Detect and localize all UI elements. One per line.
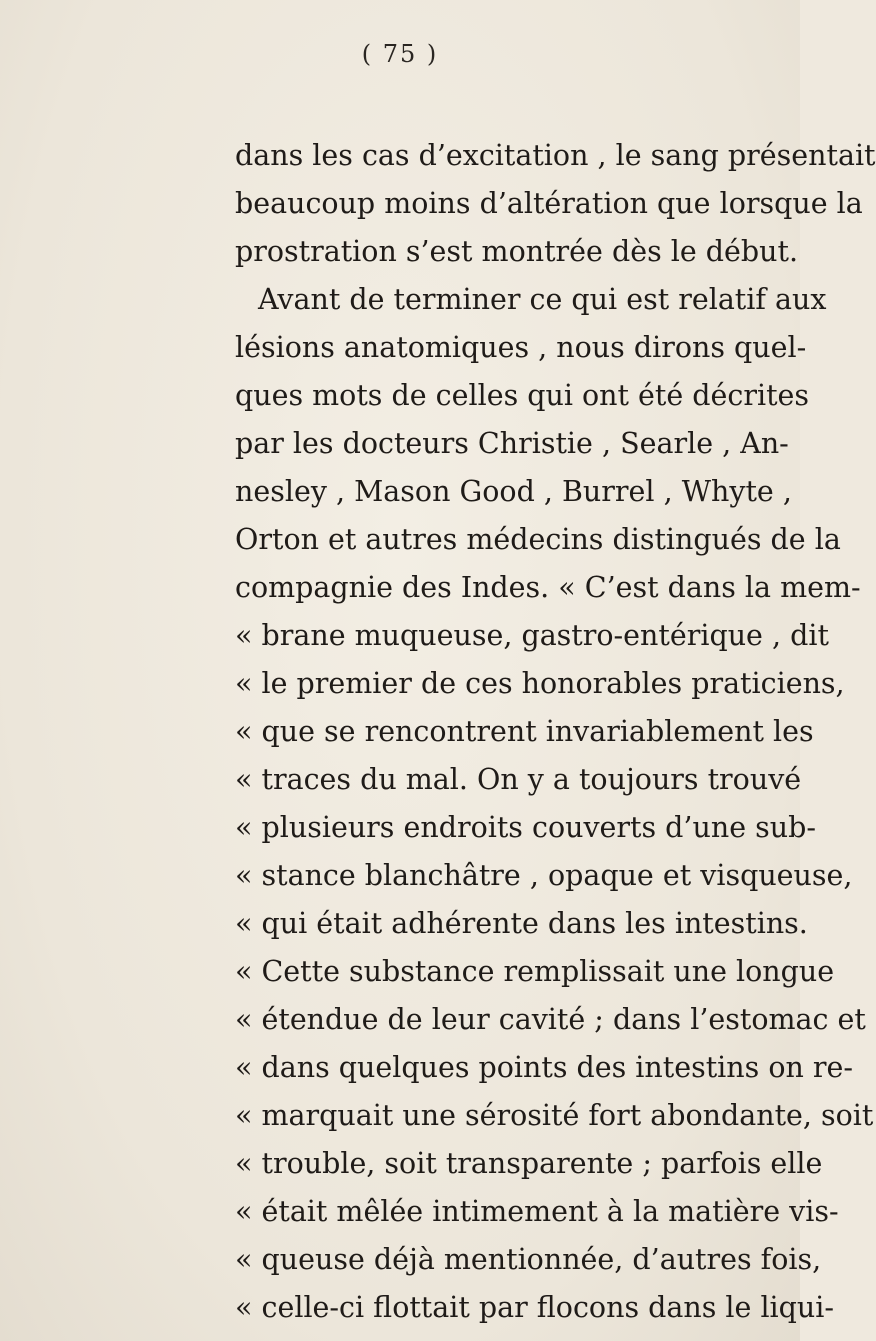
text-line: « brane muqueuse, gastro-entérique , dit [235,619,829,652]
text-line: « dans quelques points des intestins on re- [235,1051,854,1084]
text-line: beaucoup moins d’altération que lorsque la [235,187,863,220]
text-line: « plusieurs endroits couverts d’une sub- [235,811,816,844]
text-line: « celle-ci flottait par flocons dans le liqui- [235,1291,835,1324]
text-line: « Cette substance remplissait une longue [235,955,835,988]
text-line: par les docteurs Christie , Searle , An- [235,427,789,460]
text-line: « marquait une sérosité fort abondante, soit [235,1099,874,1132]
text-line: Avant de terminer ce qui est relatif aux [258,283,827,316]
text-line: « le premier de ces honorables praticiens, [235,667,845,700]
text-line: « était mêlée intimement à la matière vis- [235,1195,839,1228]
text-line: « queuse déjà mentionnée, d’autres fois, [235,1243,822,1276]
text-line: compagnie des Indes. « C’est dans la mem- [235,571,861,604]
text-line: « que se rencontrent invariablement les [235,715,814,748]
text-line: Orton et autres médecins distingués de la [235,523,841,556]
text-line: « qui était adhérente dans les intestins. [235,907,808,940]
text-line: « étendue de leur cavité ; dans l’estomac et [235,1003,866,1036]
text-line: nesley , Mason Good , Burrel , Whyte , [235,475,792,508]
text-line: lésions anatomiques , nous dirons quel- [235,331,807,364]
text-line: prostration s’est montrée dès le début. [235,235,799,268]
text-line: dans les cas d’excitation , le sang présentait [235,139,876,172]
page-number: ( 75 ) [361,40,439,68]
text-line: « traces du mal. On y a toujours trouvé [235,763,802,796]
text-line: ques mots de celles qui ont été décrites [235,379,810,412]
text-line: « stance blanchâtre , opaque et visqueuse, [235,859,853,892]
text-line: « trouble, soit transparente ; parfois elle [235,1147,823,1180]
